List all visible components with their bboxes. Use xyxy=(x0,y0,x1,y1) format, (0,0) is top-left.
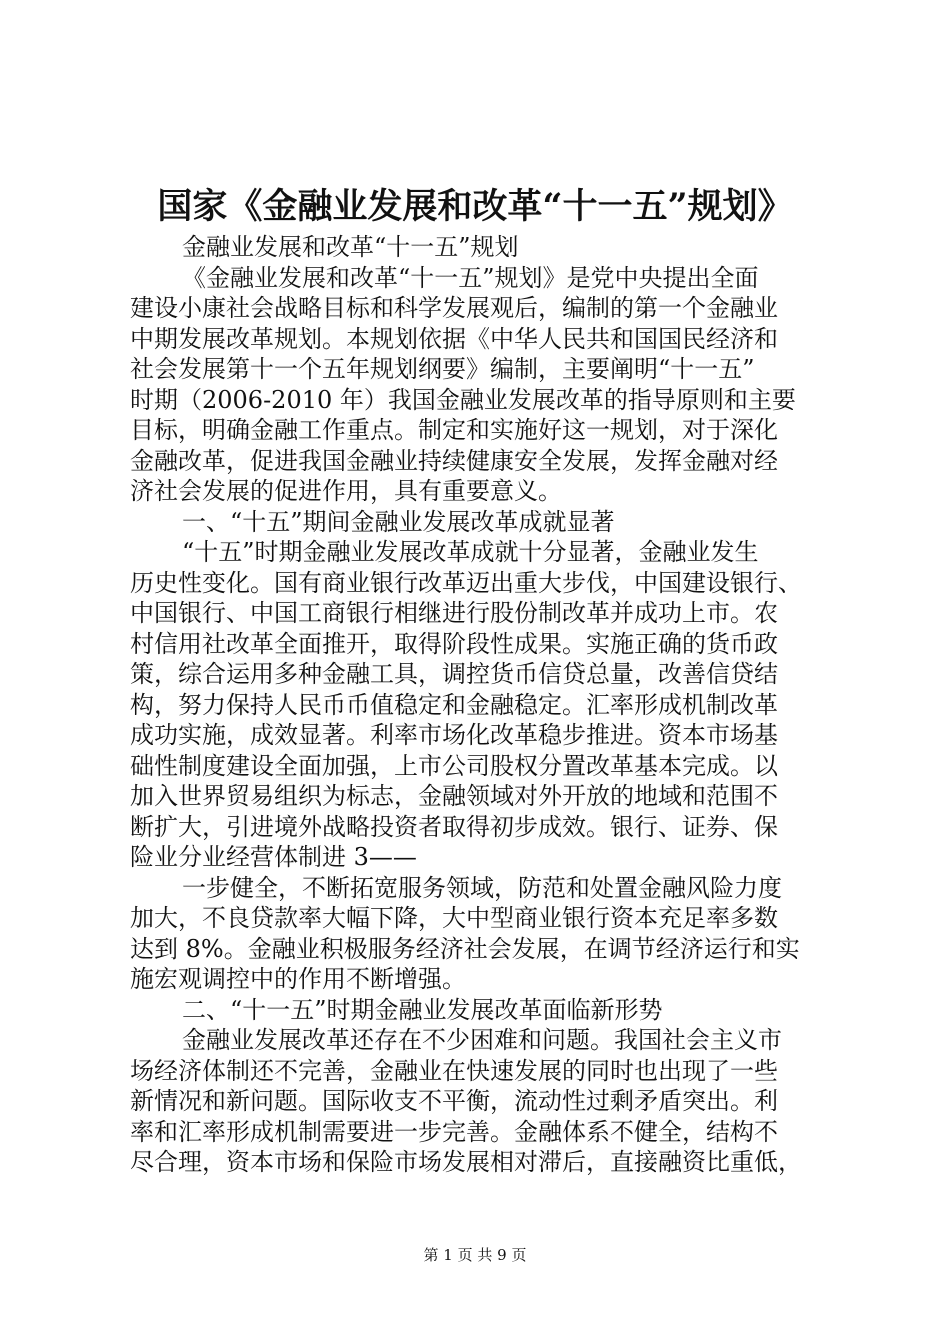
text-line: 策，综合运用多种金融工具，调控货币信贷总量，改善信贷结 xyxy=(130,660,778,688)
text-line: 断扩大，引进境外战略投资者取得初步成效。银行、证券、保 xyxy=(130,812,778,841)
text-line: 时期（2006-2010 年）我国金融业发展改革的指导原则和主要 xyxy=(130,385,796,414)
text-line: 成功实施，成效显著。利率市场化改革稳步推进。资本市场基 xyxy=(130,721,778,749)
text-line: 历史性变化。国有商业银行改革迈出重大步伐，中国建设银行、 xyxy=(130,568,802,597)
text-line: 金融业发展改革还存在不少困难和问题。我国社会主义市 xyxy=(182,1026,782,1054)
text-line: 达到 8%。金融业积极服务经济社会发展，在调节经济运行和实 xyxy=(130,934,800,963)
text-line: 率和汇率形成机制需要进一步完善。金融体系不健全，结构不 xyxy=(130,1117,778,1146)
text-line: 二、“十一五”时期金融业发展改革面临新形势 xyxy=(182,995,663,1024)
text-line: 加大，不良贷款率大幅下降，大中型商业银行资本充足率多数 xyxy=(130,904,778,932)
text-line: 尽合理，资本市场和保险市场发展相对滞后，直接融资比重低， xyxy=(130,1148,802,1176)
document-title: 国家《金融业发展和改革“十一五”规划》 xyxy=(157,186,793,227)
text-line: 场经济体制还不完善，金融业在快速发展的同时也出现了一些 xyxy=(130,1056,778,1085)
text-line: 社会发展第十一个五年规划纲要》编制，主要阐明“十一五” xyxy=(130,355,755,383)
text-line: 《金融业发展和改革“十一五”规划》是党中央提出全面 xyxy=(182,263,759,292)
page-number-footer: 第 1 页 共 9 页 xyxy=(423,1246,527,1264)
text-line: 目标，明确金融工作重点。制定和实施好这一规划，对于深化 xyxy=(130,416,778,444)
text-line: 金融业发展和改革“十一五”规划 xyxy=(182,233,519,261)
text-line: 础性制度建设全面加强，上市公司股权分置改革基本完成。以 xyxy=(130,751,778,780)
text-line: 中期发展改革规划。本规划依据《中华人民共和国国民经济和 xyxy=(130,324,778,353)
text-line: 济社会发展的促进作用，具有重要意义。 xyxy=(130,477,562,505)
text-line: 金融改革，促进我国金融业持续健康安全发展，发挥金融对经 xyxy=(130,446,778,475)
text-line: 村信用社改革全面推开，取得阶段性成果。实施正确的货币政 xyxy=(130,629,778,658)
text-line: 加入世界贸易组织为标志，金融领域对外开放的地域和范围不 xyxy=(130,782,778,810)
text-line: 施宏观调控中的作用不断增强。 xyxy=(130,965,466,993)
text-line: “十五”时期金融业发展改革成就十分显著，金融业发生 xyxy=(182,538,759,566)
text-line: 一、“十五”期间金融业发展改革成就显著 xyxy=(182,507,615,536)
text-line: 险业分业经营体制进 3—— xyxy=(130,843,417,871)
document-body xyxy=(130,232,830,1178)
text-line: 构，努力保持人民币币值稳定和金融稳定。汇率形成机制改革 xyxy=(130,690,778,719)
text-line: 新情况和新问题。国际收支不平衡，流动性过剩矛盾突出。利 xyxy=(130,1087,778,1115)
text-line: 一步健全，不断拓宽服务领域，防范和处置金融风险力度 xyxy=(182,873,782,902)
text-line: 建设小康社会战略目标和科学发展观后，编制的第一个金融业 xyxy=(130,294,778,322)
text-line: 中国银行、中国工商银行相继进行股份制改革并成功上市。农 xyxy=(130,599,778,627)
